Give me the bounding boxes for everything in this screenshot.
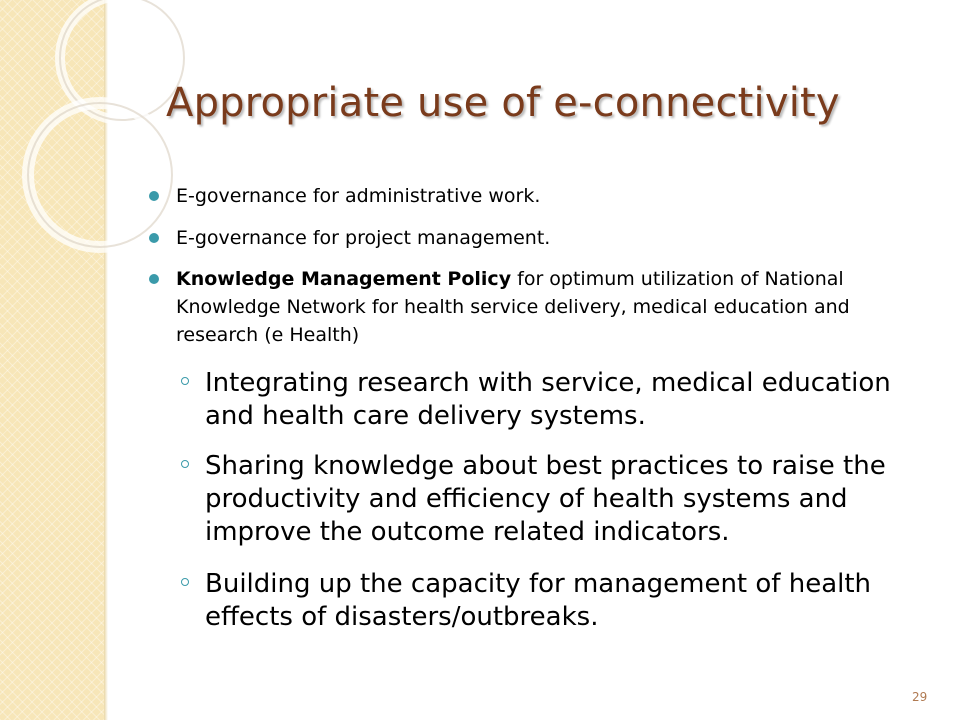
bullet-dot-icon (149, 191, 159, 201)
sub-bullet-item (205, 367, 905, 433)
sub-bullet-text: Integrating research with service, medical education and health care delivery systems. (205, 368, 891, 431)
slide-title: Appropriate use of e-connectivity (166, 80, 840, 126)
bullet-item (176, 182, 916, 210)
bullet-text: E-governance for project management. (176, 227, 551, 249)
bullet-bold-text: Knowledge Management Policy (176, 268, 512, 290)
sub-bullet-ring-icon (181, 578, 189, 586)
bullet-dot-icon (149, 274, 159, 284)
bullet-text: for optimum utilization of National Knowledge Network for health service delivery, medical education and research (e Health) (176, 268, 850, 346)
sub-bullet-ring-icon (181, 460, 189, 468)
bullet-dot-icon (149, 233, 159, 243)
page-number: 29 (912, 690, 928, 704)
sub-bullet-text: Sharing knowledge about best practices to raise the productivity and efficiency of health systems and improve the outcome related indicators. (205, 451, 886, 547)
bullet-text: E-governance for administrative work. (176, 185, 541, 207)
bullet-item (176, 224, 916, 252)
bullet-item (176, 265, 898, 349)
decorative-circles (0, 0, 240, 300)
sub-bullet-item (205, 568, 905, 634)
sub-bullet-ring-icon (181, 377, 189, 385)
sub-bullet-item (205, 450, 905, 549)
sub-bullet-text: Building up the capacity for management of health effects of disasters/outbreaks. (205, 569, 872, 632)
